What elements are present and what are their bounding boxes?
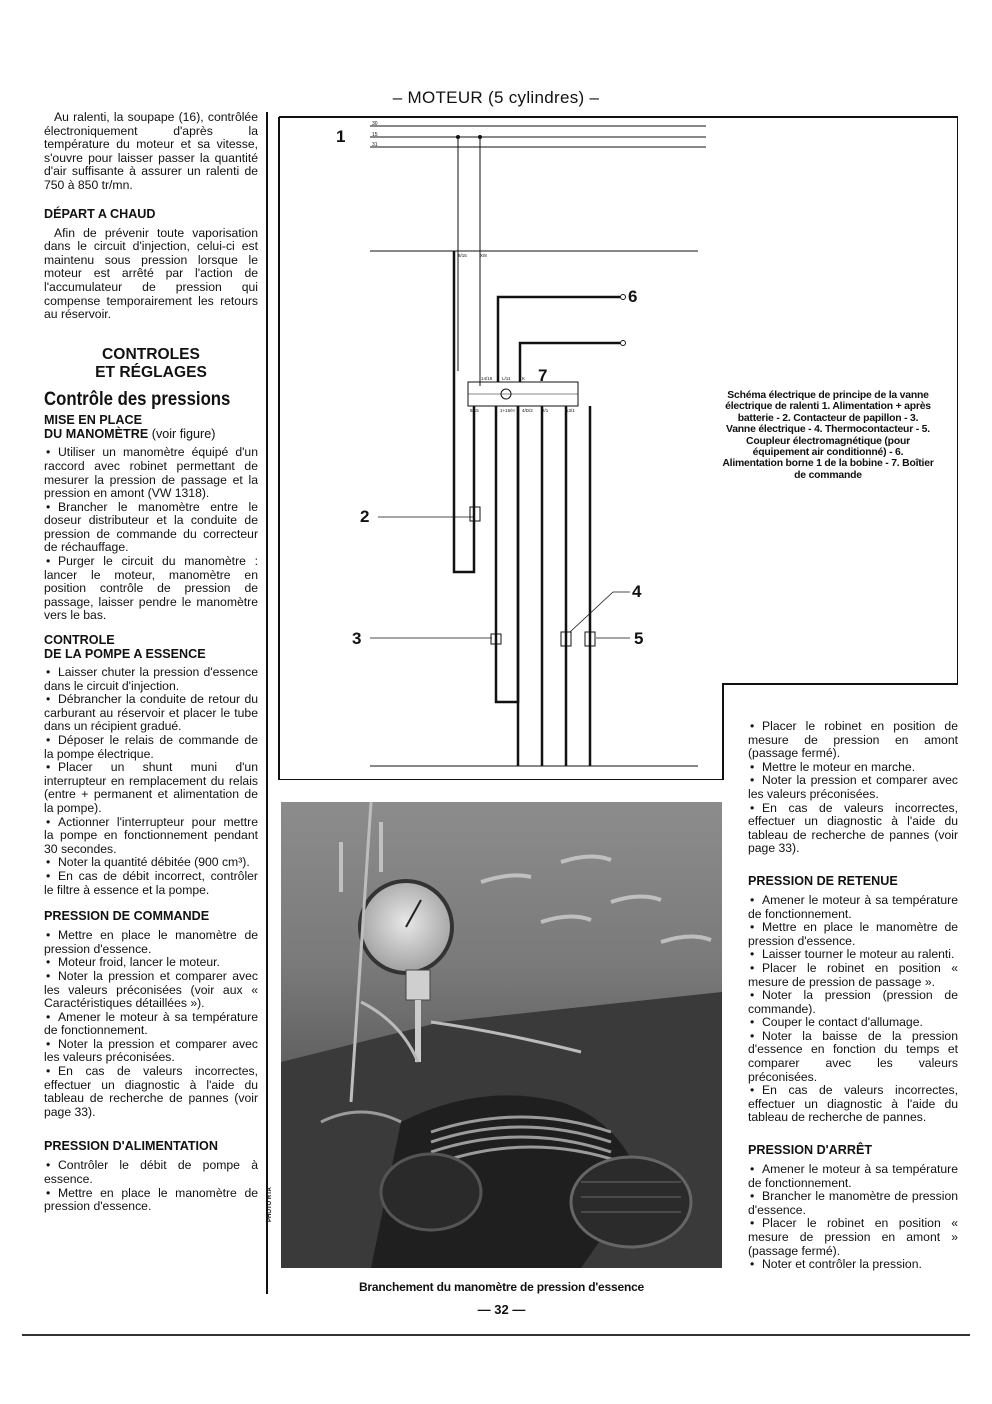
list-item: • Amener le moteur à sa température de fonctionnement. — [748, 892, 958, 921]
bus-label-15: 15 — [372, 132, 378, 138]
callout-6: 6 — [628, 287, 638, 306]
commande-bullet-list — [44, 929, 258, 1119]
bus-label-31: 31 — [372, 142, 378, 148]
list-item: • En cas de valeurs incorrectes, effectuer un diagnostic à l'aide du tableau de recherche de pannes. — [748, 1083, 958, 1125]
intro-paragraph: Au ralenti, la soupape (16), contrôlée électroniquement d'après la température du moteur et sa vitesse, s'ouvre pour laisser passer la quantité d'air suffisante à assurer un ralenti de 750 à 850 tr/mn. — [44, 110, 258, 192]
list-item: • En cas de valeurs incorrectes, effectuer un diagnostic à l'aide du tableau de recherche de pannes (voir page 33). — [748, 800, 958, 856]
engine-photo — [281, 802, 722, 1268]
list-item: • Déposer le relais de commande de la pompe électrique. — [44, 733, 258, 761]
terminal-feed — [621, 341, 626, 346]
bus-label-group — [372, 121, 487, 258]
page-title: – MOTEUR (5 cylindres) – — [392, 88, 600, 107]
list-item: • Amener le moteur à sa température de fonctionnement. — [44, 1009, 258, 1038]
list-item: • Placer le robinet en position « mesure de pression en amont » (passage fermé). — [748, 1216, 958, 1258]
box-pin-label: 1+15/H — [500, 408, 515, 413]
callout-5: 5 — [634, 629, 644, 648]
column-divider — [266, 112, 268, 1294]
list-item: • Placer un shunt muni d'un interrupteur en remplacement du relais (entre + permanent et alimentation de la pompe). — [44, 760, 258, 815]
section-heading — [44, 346, 258, 382]
page-number: — 32 — — [477, 1302, 526, 1317]
arret-bullet-list — [748, 1163, 958, 1272]
alimentation-heading: PRESSION D'ALIMENTATION — [44, 1139, 218, 1154]
list-item: • Placer le robinet en position « mesure de pression de passage ». — [748, 960, 958, 989]
section-heading-line1: CONTROLES — [102, 345, 200, 363]
list-item: • Noter la pression et comparer avec les valeurs préconisées (voir aux « Caractéristiques détaillées »). — [44, 968, 258, 1011]
list-item: • Utiliser un manomètre équipé d'un raccord avec robinet permettant de mesurer la pression de passage et la pression en amont (VW 1318). — [44, 445, 258, 501]
callout-3: 3 — [352, 629, 362, 648]
depart-paragraph: Afin de prévenir toute vaporisation dans le circuit d'injection, celui-ci est maintenu sous pression lorsque le moteur est arrêté par l'action de l'accumulateur de pression qui compense temporairement les retours au réservoir. — [44, 225, 258, 322]
box-pin-label: 13/1 — [566, 408, 575, 413]
commande-heading: PRESSION DE COMMANDE — [44, 909, 210, 924]
depart-heading: DÉPART A CHAUD — [44, 206, 156, 221]
list-item: • Noter la baisse de la pression d'essence en fonction du temps et comparer avec les valeurs préconisées. — [748, 1028, 958, 1084]
box-pin-label: 4/D/2 — [522, 408, 533, 413]
diagram-legend: Schéma électrique de principe de la vanne électrique de ralenti 1. Alimentation + après batterie - 2. Contacteur de papillon - 3. Vanne électrique - 4. Thermocontacteur - 5. Coupleur électromagnétique (pour équipement air conditionné) - 6. Alimentation borne 1 de la bobine - 7. Boîtier de commande — [722, 390, 934, 481]
callout-2: 2 — [360, 507, 370, 526]
box-pin-label: 8/15 — [470, 408, 479, 413]
list-item: • Placer le robinet en position de mesure de pression en amont (passage fermé). — [748, 719, 958, 761]
list-item: • Mettre en place le manomètre de pression d'essence. — [44, 928, 258, 956]
retenue-bullet-list — [748, 894, 958, 1125]
wire-label: X/8 — [480, 253, 487, 258]
list-item: • Brancher le manomètre entre le doseur distributeur et la conduite de pression de commande du correcteur de réchauffage. — [44, 499, 258, 555]
controle-pressions-heading: Contrôle des pressions — [44, 387, 231, 410]
list-item: • Purger le circuit du manomètre : lancer le moteur, manomètre en position contrôle de pression de passage, laisser pendre le manomètre vers le bas. — [44, 554, 258, 623]
list-item: • Mettre en place le manomètre de pression d'essence. — [44, 1185, 258, 1214]
section-heading-line2: ET RÉGLAGES — [95, 363, 207, 381]
list-item: • Noter et contrôler la pression. — [750, 1257, 922, 1272]
bus-label-30: 30 — [372, 121, 378, 127]
right-column — [748, 720, 958, 1272]
pompe-heading — [44, 633, 258, 661]
photo-caption: Branchement du manomètre de pression d'essence — [358, 1280, 645, 1294]
engine-photo-illustration — [281, 802, 722, 1268]
list-item: • Actionner l'interrupteur pour mettre la pompe en fonctionnement pendant 30 secondes. — [44, 814, 258, 856]
mise-heading-line1: MISE EN PLACE — [44, 413, 142, 428]
photo-credit: PHOTO RTA — [267, 1187, 273, 1222]
mise-heading-note: (voir figure) — [148, 427, 216, 442]
left-column — [44, 111, 258, 1214]
list-item: • Noter la pression et comparer avec les valeurs préconisées. — [44, 1036, 258, 1065]
list-item: • Noter la pression et comparer avec les valeurs préconisées. — [748, 773, 958, 801]
list-item: • Amener le moteur à sa température de fonctionnement. — [748, 1162, 958, 1190]
box-pin-label: K — [522, 376, 526, 381]
list-item: • Brancher le manomètre de pression d'essence. — [748, 1189, 958, 1217]
pompe-heading-line2: DE LA POMPE A ESSENCE — [44, 647, 206, 662]
bottom-rule — [22, 1334, 970, 1336]
pompe-bullet-list — [44, 666, 258, 897]
list-item: • Mettre le moteur en marche. — [750, 759, 916, 774]
mise-en-place-heading — [44, 413, 258, 441]
list-item: • Laisser chuter la pression d'essence dans le circuit d'injection. — [44, 665, 258, 693]
list-item: • En cas de valeurs incorrectes, effectuer un diagnostic à l'aide du tableau de recherche de pannes (voir page 33). — [44, 1064, 258, 1119]
list-item: • Moteur froid, lancer le moteur. — [46, 955, 220, 970]
list-item: • Couper le contact d'allumage. — [750, 1015, 923, 1030]
list-item: • Laisser tourner le moteur au ralenti. — [750, 947, 955, 962]
list-item: • Noter la pression (pression de commande). — [748, 988, 958, 1016]
wire-label: 8/15 — [458, 253, 467, 258]
terminal-6 — [621, 295, 626, 300]
right-top-bullet-list — [748, 720, 958, 856]
mise-heading-line2: DU MANOMÈTRE — [44, 427, 149, 442]
list-item: • En cas de débit incorrect, contrôler le filtre à essence et la pompe. — [44, 868, 258, 897]
list-item: • Noter la quantité débitée (900 cm³). — [46, 855, 250, 870]
thick-wires — [454, 251, 620, 766]
list-item: • Contrôler le débit de pompe à essence. — [44, 1158, 258, 1187]
list-item: • Mettre en place le manomètre de pression d'essence. — [748, 920, 958, 948]
callout-4: 4 — [632, 582, 642, 601]
mise-bullet-list — [44, 446, 258, 623]
pompe-heading-line1: CONTROLE — [44, 633, 115, 648]
callout-7: 7 — [538, 366, 548, 385]
retenue-heading: PRESSION DE RETENUE — [748, 873, 898, 888]
alimentation-bullet-list — [44, 1159, 258, 1213]
box-pin-label: 2/1 — [542, 408, 549, 413]
list-item: • Débrancher la conduite de retour du carburant au réservoir et placer le tube dans un récipient gradué. — [44, 692, 258, 734]
box-pin-label: L/11 — [502, 376, 511, 381]
box-pin-label: 14/15 — [481, 376, 493, 381]
bus-lines — [370, 126, 706, 766]
callout-1: 1 — [336, 127, 346, 146]
arret-heading: PRESSION D'ARRÊT — [748, 1143, 873, 1158]
